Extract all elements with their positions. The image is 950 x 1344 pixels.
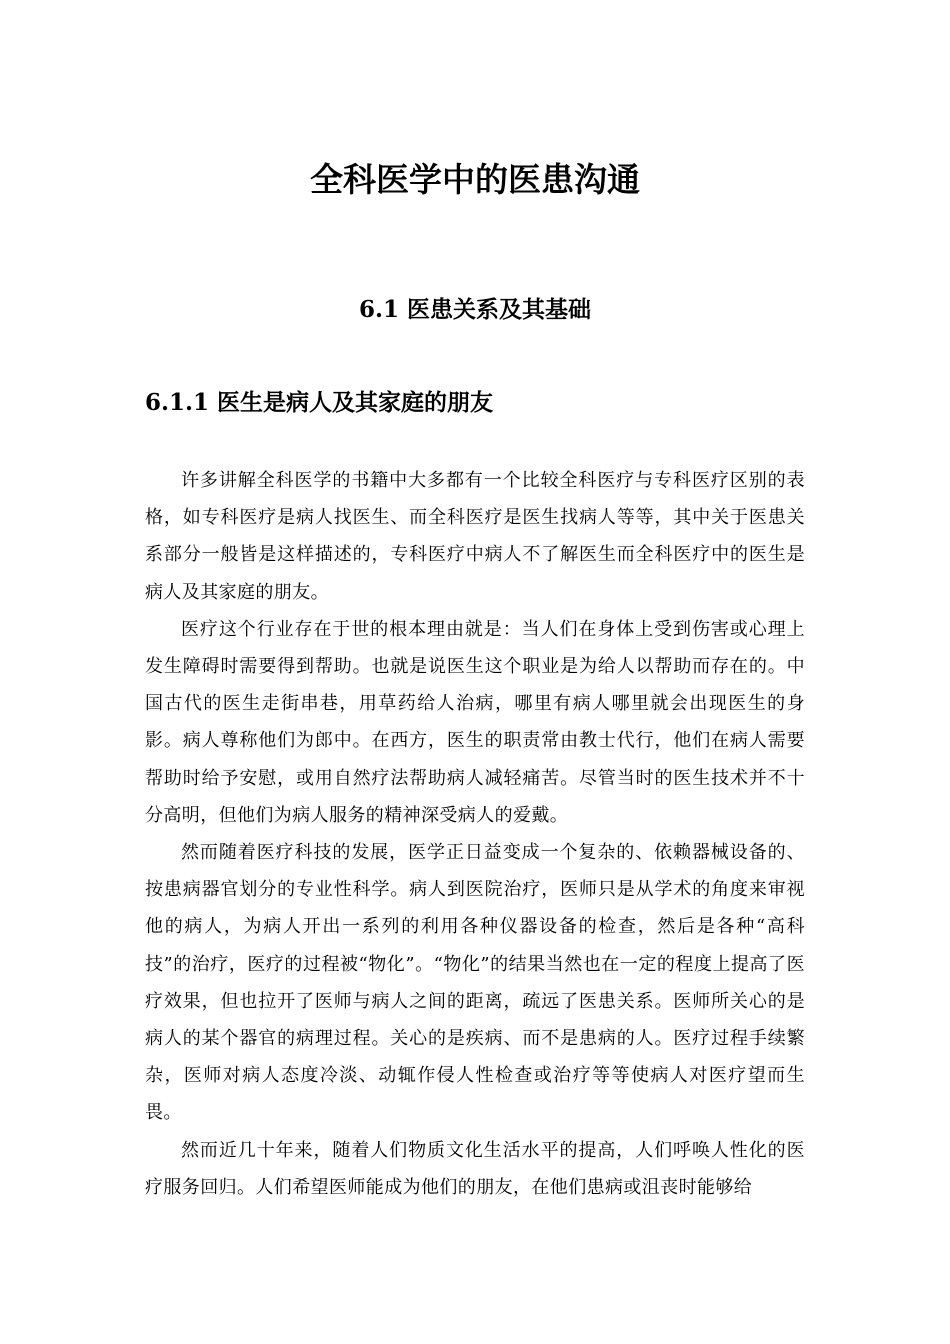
paragraph: 医疗这个行业存在于世的根本理由就是：当人们在身体上受到伤害或心理上发生障碍时需要得到帮助。也就是说医生这个职业是为给人以帮助而存在的。中国古代的医生走街串巷，用草药给人治病，哪里有病人哪里就会出现医生的身影。病人尊称他们为郎中。在西方，医生的职责常由教士代行，他们在病人需要帮助时给予安慰，或用自然疗法帮助病人减轻痛苦。尽管当时的医生技术并不十分高明，但他们为病人服务的精神深受病人的爱戴。 (145, 618, 805, 826)
subsection-heading: 6.1.1 医生是病人及其家庭的朋友 (145, 389, 494, 416)
section-heading: 6.1 医患关系及其基础 (358, 296, 592, 323)
document-title: 全科医学中的医患沟通 (310, 160, 640, 199)
paragraph: 然而近几十年来，随着人们物质文化生活水平的提高，人们呼唤人性化的医疗服务回归。人们希望医师能成为他们的朋友，在他们患病或沮丧时能够给 (145, 1139, 805, 1198)
body-text (145, 462, 805, 1206)
paragraph: 许多讲解全科医学的书籍中大多都有一个比较全科医疗与专科医疗区别的表格，如专科医疗是病人找医生、而全科医疗是医生找病人等等，其中关于医患关系部分一般皆是这样描述的，专科医疗中病人不了解医生而全科医疗中的医生是病人及其家庭的朋友。 (145, 470, 805, 603)
paragraph: 然而随着医疗科技的发展，医学正日益变成一个复杂的、依赖器械设备的、按患病器官划分的专业性科学。病人到医院治疗，医师只是从学术的角度来审视他的病人，为病人开出一系列的利用各种仪器设备的检查，然后是各种“高科技”的治疗，医疗的过程被“物化”。“物化”的结果当然也在一定的程度上提高了医疗效果，但也拉开了医师与病人之间的距离，疏远了医患关系。医师所关心的是病人的某个器官的病理过程。关心的是疾病、而不是患病的人。医疗过程手续繁杂，医师对病人态度冷淡、动辄作侵人性检查或治疗等等使病人对医疗望而生畏。 (145, 842, 805, 1124)
